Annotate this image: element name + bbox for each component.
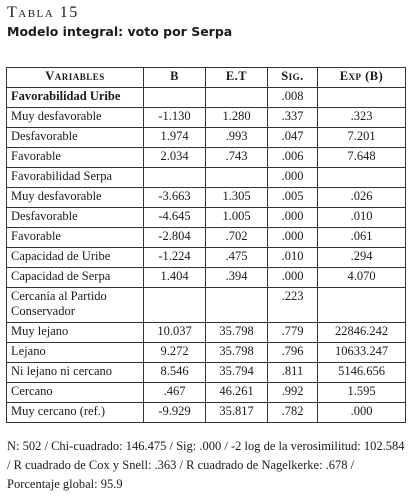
cell-et [206,168,268,188]
cell-sig: .811 [268,363,318,383]
cell-b [144,168,206,188]
cell-sig: .782 [268,403,318,423]
cell-exp-b [318,288,406,323]
cell-sig: .010 [268,248,318,268]
row-label: Muy cercano (ref.) [7,403,144,423]
table-row [7,323,406,343]
table-row [7,108,406,128]
table-row [7,88,406,108]
cell-b [144,288,206,323]
cell-b: -2.804 [144,228,206,248]
column-header-exp-b: Exp (B) [318,68,406,88]
cell-b: 2.034 [144,148,206,168]
cell-exp-b [318,168,406,188]
column-header-sig: Sig. [268,68,318,88]
cell-b [144,88,206,108]
column-header-et: E.T [206,68,268,88]
cell-exp-b [318,88,406,108]
table-row [7,128,406,148]
row-label: Favorable [7,228,144,248]
cell-sig: .047 [268,128,318,148]
cell-sig: .000 [268,168,318,188]
cell-b: -3.663 [144,188,206,208]
cell-et: 35.794 [206,363,268,383]
cell-b: 8.546 [144,363,206,383]
cell-b: -1.130 [144,108,206,128]
cell-et [206,288,268,323]
cell-exp-b: .323 [318,108,406,128]
table-body [7,88,406,423]
row-label: Capacidad de Serpa [7,268,144,288]
cell-b: 9.272 [144,343,206,363]
cell-et: 35.798 [206,323,268,343]
cell-sig: .000 [268,228,318,248]
row-label: Favorabilidad Uribe [7,88,144,108]
table-header-row [7,68,406,88]
cell-et: 1.305 [206,188,268,208]
table-row [7,248,406,268]
cell-b: .467 [144,383,206,403]
cell-sig: .796 [268,343,318,363]
cell-b: -4.645 [144,208,206,228]
row-label: Capacidad de Uribe [7,248,144,268]
cell-et: .475 [206,248,268,268]
column-header-variables: Variables [7,68,144,88]
cell-et: .993 [206,128,268,148]
model-footnote: N: 502 / Chi-cuadrado: 146.475 / Sig: .000 / -2 log de la verosimilitud: 102.584 / R cuadrado de Cox y Snell: .363 / R cuadrado de Nagelkerke: .678 / Porcentaje global: 95.9 [7,439,405,491]
table-row [7,288,406,323]
cell-et: 35.798 [206,343,268,363]
cell-exp-b: 7.201 [318,128,406,148]
table-row [7,228,406,248]
cell-sig: .005 [268,188,318,208]
cell-exp-b: .061 [318,228,406,248]
cell-et: .702 [206,228,268,248]
row-label: Muy desfavorable [7,188,144,208]
cell-exp-b: 1.595 [318,383,406,403]
row-label: Cercanía al Partido Conservador [7,288,144,323]
cell-sig: .992 [268,383,318,403]
cell-et [206,88,268,108]
table-row [7,268,406,288]
cell-exp-b: .026 [318,188,406,208]
table-row [7,148,406,168]
row-label: Favorable [7,148,144,168]
table-title: Modelo integral: voto por Serpa [7,24,233,39]
cell-et: 46.261 [206,383,268,403]
cell-et: .743 [206,148,268,168]
table-row [7,188,406,208]
row-label: Desfavorable [7,208,144,228]
cell-exp-b: 7.648 [318,148,406,168]
cell-sig: .223 [268,288,318,323]
cell-exp-b: 4.070 [318,268,406,288]
table-row [7,363,406,383]
cell-exp-b: .010 [318,208,406,228]
cell-et: .394 [206,268,268,288]
cell-et: 35.817 [206,403,268,423]
column-header-b: B [144,68,206,88]
cell-b: 1.974 [144,128,206,148]
cell-sig: .000 [268,208,318,228]
cell-exp-b: .000 [318,403,406,423]
cell-sig: .006 [268,148,318,168]
row-label: Cercano [7,383,144,403]
table-row [7,383,406,403]
table-row [7,168,406,188]
row-label: Muy lejano [7,323,144,343]
cell-b: 10.037 [144,323,206,343]
row-label: Favorabilidad Serpa [7,168,144,188]
cell-exp-b: .294 [318,248,406,268]
cell-et: 1.005 [206,208,268,228]
cell-et: 1.280 [206,108,268,128]
table-row [7,343,406,363]
cell-exp-b: 5146.656 [318,363,406,383]
row-label: Lejano [7,343,144,363]
cell-exp-b: 10633.247 [318,343,406,363]
cell-sig: .000 [268,268,318,288]
cell-sig: .779 [268,323,318,343]
cell-b: -9.929 [144,403,206,423]
table-row [7,403,406,423]
cell-exp-b: 22846.242 [318,323,406,343]
table-row [7,208,406,228]
cell-sig: .008 [268,88,318,108]
row-label: Muy desfavorable [7,108,144,128]
cell-sig: .337 [268,108,318,128]
cell-b: 1.404 [144,268,206,288]
table-number: Tabla 15 [7,4,79,21]
row-label: Desfavorable [7,128,144,148]
cell-b: -1.224 [144,248,206,268]
regression-table [6,67,406,423]
row-label: Ni lejano ni cercano [7,363,144,383]
